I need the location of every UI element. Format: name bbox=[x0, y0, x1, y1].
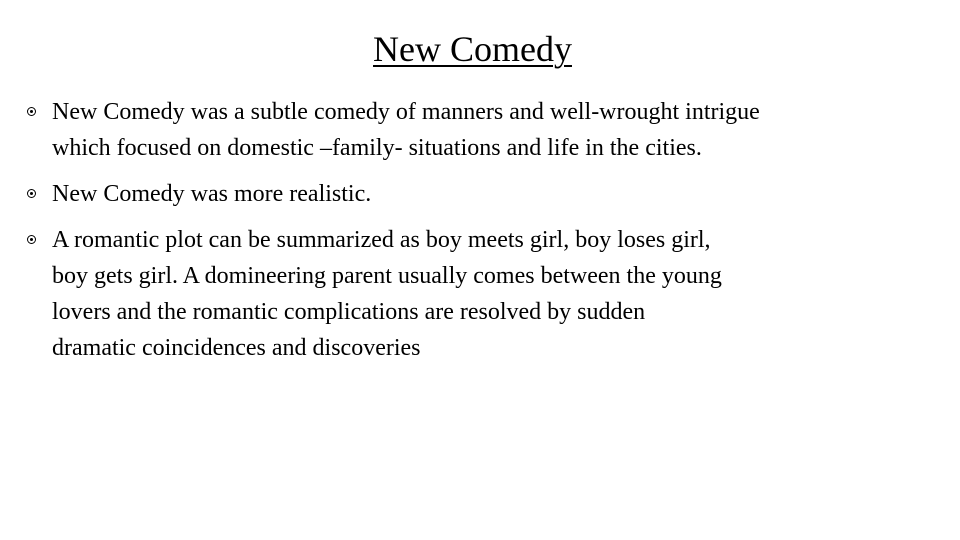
bullet-icon bbox=[27, 107, 36, 116]
bullet-item bbox=[24, 222, 904, 366]
bullet-icon bbox=[27, 189, 36, 198]
bullet-text-line: lovers and the romantic complications are resolved by sudden bbox=[52, 299, 646, 325]
bullet-text-line: which focused on domestic –family- situations and life in the cities. bbox=[52, 135, 702, 161]
bullet-item bbox=[24, 94, 904, 166]
slide-title bbox=[0, 28, 945, 70]
bullet-text-line: New Comedy was a subtle comedy of manners and well-wrought intrigue bbox=[52, 99, 760, 125]
bullet-list bbox=[24, 94, 904, 376]
bullet-icon bbox=[27, 235, 36, 244]
bullet-text-line: A romantic plot can be summarized as boy meets girl, boy loses girl, bbox=[52, 227, 711, 253]
bullet-item bbox=[24, 176, 904, 212]
slide-title-text: New Comedy bbox=[373, 29, 572, 69]
bullet-text-line: dramatic coincidences and discoveries bbox=[52, 335, 421, 361]
bullet-text-line: New Comedy was more realistic. bbox=[52, 181, 372, 207]
bullet-text-line: boy gets girl. A domineering parent usually comes between the young bbox=[52, 263, 722, 289]
